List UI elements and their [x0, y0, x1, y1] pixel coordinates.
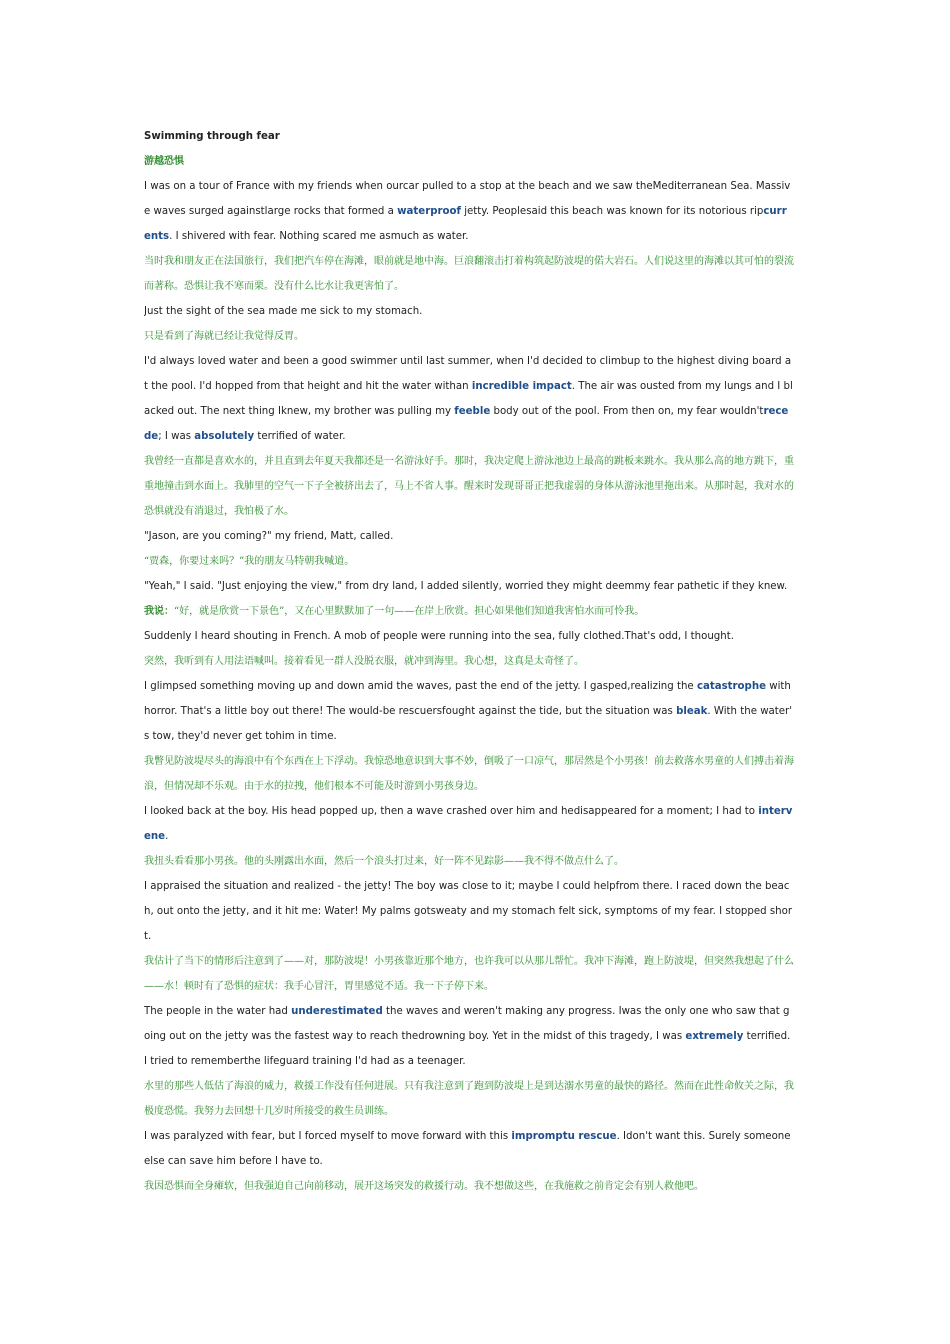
translation-line: 而著称。恐惧让我不寒而栗。没有什么比水让我更害怕了。: [144, 281, 404, 292]
keyword: de: [144, 431, 159, 442]
text-run: I looked back at the boy. His head popped up, then a wave crashed over him and hedisappeared for a moment; I had to: [144, 806, 759, 817]
translation-line: 我瞥见防波堤尽头的海浪中有个东西在上下浮动。我惊恐地意识到大事不妙，倒吸了一口凉气，那居然是个小男孩！前去救落水男童的人们搏击着海: [144, 756, 794, 767]
paragraph-7: [144, 674, 808, 749]
keyword: waterproof: [397, 206, 461, 217]
paragraph-10: [144, 999, 808, 1074]
paragraph-6-zh: 突然，我听到有人用法语喊叫。接着看见一群人没脱衣服，就冲到海里。我心想，这真是太奇怪了。: [144, 656, 584, 667]
keyword: ents: [144, 231, 170, 242]
paragraph-6: Suddenly I heard shouting in French. A mob of people were running into the sea, fully clothed.That's odd, I thought.: [144, 631, 734, 642]
text-line: [144, 674, 808, 699]
translation-line: 水里的那些人低估了海浪的威力，救援工作没有任何进展。只有我注意到了跑到防波堤上是到达溺水男童的最快的路径。然而在此性命攸关之际，我: [144, 1081, 794, 1092]
paragraph-5: "Yeah," I said. "Just enjoying the view," from dry land, I added silently, worried they might deemmy fear pathetic if they knew.: [144, 581, 788, 592]
paragraph-11-zh: 我因恐惧而全身瘫软，但我强迫自己向前移动，展开这场突发的救援行动。我不想做这些，在我施救之前肯定会有别人救他吧。: [144, 1181, 704, 1192]
keyword: extremely: [685, 1031, 744, 1042]
text-line: [144, 824, 808, 849]
keyword: interv: [758, 806, 793, 817]
paragraph-9-zh: [144, 949, 808, 999]
translation-line: 我曾经一直都是喜欢水的，并且直到去年夏天我都还是一名游泳好手。那时，我决定爬上游泳池边上最高的跳板来跳水。我从那么高的地方跳下，重: [144, 456, 794, 467]
text-run: jetty. Peoplesaid this beach was known for its notorious rip: [460, 206, 764, 217]
article-title-zh: 游越恐惧: [144, 156, 184, 167]
keyword: impromptu rescue: [511, 1131, 617, 1142]
paragraph-9: [144, 874, 808, 949]
text-run: The people in the water had: [144, 1006, 292, 1017]
paragraph-4: "Jason, are you coming?" my friend, Matt, called.: [144, 531, 394, 542]
translation-line: 我估计了当下的情形后注意到了——对，那防波堤！小男孩靠近那个地方，也许我可以从那儿帮忙。我冲下海滩，跑上防波堤，但突然我想起了什么: [144, 956, 794, 967]
text-run: acked out. The next thing Iknew, my brother was pulling my: [144, 406, 455, 417]
text-line: I appraised the situation and realized - the jetty! The boy was close to it; maybe I could helpfrom there. I raced down the beac: [144, 881, 790, 892]
paragraph-5-zh: [144, 599, 808, 624]
text-run: .: [165, 831, 169, 842]
paragraph-8-zh: 我扭头看看那小男孩。他的头刚露出水面，然后一个浪头打过来，好一阵不见踪影——我不得不做点什么了。: [144, 856, 624, 867]
text-line: [144, 699, 808, 724]
document-page: [144, 124, 808, 1199]
translation-line: 恐惧就没有消退过，我怕极了水。: [144, 506, 294, 517]
keyword: bleak: [676, 706, 708, 717]
text-line: I'd always loved water and been a good swimmer until last summer, when I'd decided to climbup to the highest diving board a: [144, 356, 792, 367]
text-run: . I shivered with fear. Nothing scared me asmuch as water.: [169, 231, 469, 242]
keyword: feeble: [454, 406, 491, 417]
text-run: terrified.: [743, 1031, 791, 1042]
speaker-label: 我说：: [144, 606, 174, 617]
paragraph-7-zh: [144, 749, 808, 799]
text-run: horror. That's a little boy out there! The would-be rescuersfought against the tide, but the situation was: [144, 706, 677, 717]
text-line: [144, 424, 808, 449]
translation-line: ——水！顿时有了恐惧的症状：我手心冒汗，胃里感觉不适。我一下子停下来。: [144, 981, 494, 992]
text-run: ; I was: [158, 431, 195, 442]
text-line: t.: [144, 931, 152, 942]
text-run: body out of the pool. From then on, my fear wouldn't: [490, 406, 764, 417]
translation-line: 极度恐慌。我努力去回想十几岁时所接受的救生员训练。: [144, 1106, 394, 1117]
text-line: I tried to rememberthe lifeguard training I'd had as a teenager.: [144, 1056, 466, 1067]
text-line: else can save him before I have to.: [144, 1156, 323, 1167]
text-run: I glimpsed something moving up and down amid the waves, past the end of the jetty. I gasped,realizing the: [144, 681, 697, 692]
keyword: curr: [763, 206, 787, 217]
text-line: [144, 399, 808, 424]
paragraph-2: Just the sight of the sea made me sick to my stomach.: [144, 306, 423, 317]
translation-line: 重地撞击到水面上。我肺里的空气一下子全被挤出去了，马上不省人事。醒来时发现哥哥正把我虚弱的身体从游泳池里拖出来。从那时起，我对水的: [144, 481, 794, 492]
text-line: [144, 1124, 808, 1149]
keyword: rece: [763, 406, 789, 417]
paragraph-1-zh: [144, 249, 808, 299]
text-line: s tow, they'd never get tohim in time.: [144, 731, 337, 742]
text-line: [144, 799, 808, 824]
keyword: underestimated: [291, 1006, 383, 1017]
keyword: absolutely: [194, 431, 255, 442]
article-title: Swimming through fear: [144, 131, 280, 142]
text-run: . The air was ousted from my lungs and I bl: [571, 381, 793, 392]
text-run: “好，就是欣赏一下景色”，又在心里默默加了一句——在岸上欣赏。担心如果他们知道我害怕水而可怜我。: [174, 606, 645, 617]
keyword: incredible impact: [471, 381, 572, 392]
paragraph-11: [144, 1124, 808, 1174]
translation-line: 浪，但情况却不乐观。由于水的拉拽，他们根本不可能及时游到小男孩身边。: [144, 781, 484, 792]
keyword: ene: [144, 831, 166, 842]
text-line: [144, 199, 808, 224]
text-run: . Idon't want this. Surely someone: [616, 1131, 791, 1142]
text-run: I was paralyzed with fear, but I forced myself to move forward with this: [144, 1131, 512, 1142]
text-line: [144, 374, 808, 399]
text-line: [144, 224, 808, 249]
text-line: h, out onto the jetty, and it hit me: Water! My palms gotsweaty and my stomach felt sick, symptoms of my fear. I stopped shor: [144, 906, 793, 917]
text-run: the waves and weren't making any progress. Iwas the only one who saw that g: [382, 1006, 790, 1017]
text-line: [144, 999, 808, 1024]
text-run: with: [766, 681, 791, 692]
paragraph-2-zh: 只是看到了海就已经让我觉得反胃。: [144, 331, 304, 342]
text-line: I was on a tour of France with my friends when ourcar pulled to a stop at the beach and we saw theMediterranean Sea. Massiv: [144, 181, 791, 192]
text-run: terrified of water.: [254, 431, 346, 442]
paragraph-4-zh: “贾森，你要过来吗？”我的朋友马特朝我喊道。: [144, 556, 355, 567]
translation-line: 当时我和朋友正在法国旅行，我们把汽车停在海滩，眼前就是地中海。巨浪翻滚击打着构筑起防波堤的偌大岩石。人们说这里的海滩以其可怕的裂流: [144, 256, 794, 267]
text-run: . With the water': [707, 706, 793, 717]
text-run: oing out on the jetty was the fastest way to reach thedrowning boy. Yet in the midst of this tragedy, I was: [144, 1031, 686, 1042]
text-run: t the pool. I'd hopped from that height and hit the water withan: [144, 381, 472, 392]
text-line: [144, 1024, 808, 1049]
text-run: e waves surged againstlarge rocks that formed a: [144, 206, 398, 217]
keyword: catastrophe: [696, 681, 767, 692]
paragraph-3: [144, 349, 808, 449]
paragraph-3-zh: [144, 449, 808, 524]
paragraph-1: [144, 174, 808, 249]
paragraph-8: [144, 799, 808, 849]
paragraph-10-zh: [144, 1074, 808, 1124]
